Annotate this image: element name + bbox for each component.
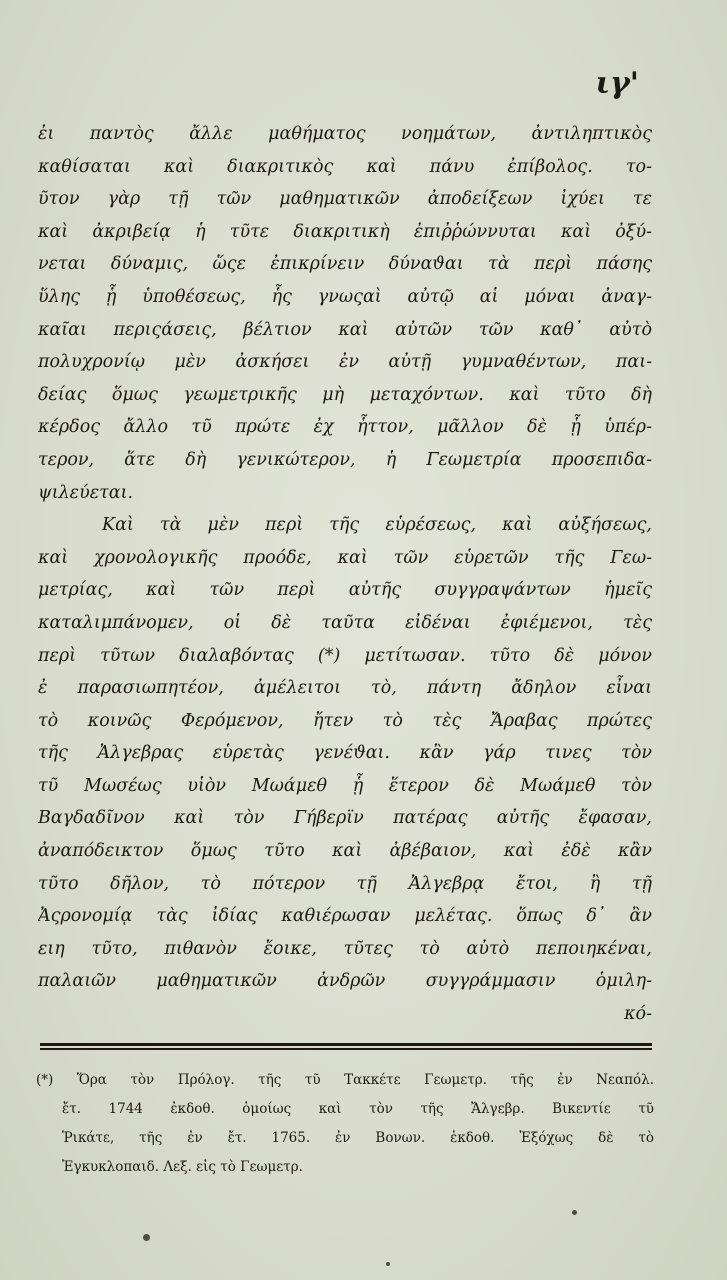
text-line: ειη τῦτο, πιθανὸν ἔοικε, τῦτες τὸ αὐτὸ πεποιηκέναι, — [38, 938, 652, 959]
catchword: κό- — [624, 1004, 652, 1025]
ink-speck — [572, 1210, 577, 1215]
text-line: δείας ὅμως γεωμετρικῆς μὴ μεταχόντων. καὶ τῦτο δὴ — [38, 384, 652, 405]
text-line: τῦτο δῆλον, τὸ πότερον τῇ Ἀλγεβρᾳ ἔτοι, ἢ τῇ — [38, 873, 652, 894]
paragraph-start-line: Καὶ τὰ μὲν περὶ τῆς εὑρέσεως, καὶ αὐξήσεως, — [102, 515, 652, 536]
text-line: ψιλεύεται. — [38, 482, 134, 503]
text-line: παλαιῶν μαθηματικῶν ἀνδρῶν συγγράμμασιν ὁμιλη- — [38, 971, 652, 992]
ink-speck — [143, 1234, 150, 1241]
text-line: νεται δύναμις, ὥςε ἐπικρίνειν δύναϑαι τὰ περὶ πάσης — [38, 254, 652, 275]
text-line: περὶ τῦτων διαλαβόντας (*) μετίτωσαν. τῦτο δὲ μόνον — [38, 645, 652, 666]
text-line: καὶ χρονολογικῆς προόδε, καὶ τῶν εὑρετῶν τῆς Γεω- — [38, 547, 652, 568]
footnote-line: Ἐγκυκλοπαιδ. Λεξ. εἰς τὸ Γεωμετρ. — [62, 1159, 303, 1175]
text-line: πολυχρονίῳ μὲν ἀσκήσει ἐν αὐτῇ γυμναθέντων, παι- — [38, 352, 652, 373]
footnote-line: (*) Ὅρα τὸν Πρόλογ. τῆς τῦ Τακκέτε Γεωμετρ. τῆς ἐν Νεαπόλ. — [36, 1072, 654, 1088]
text-line: τερον, ἅτε δὴ γενικώτερον, ἡ Γεωμετρία προσεπιδα- — [38, 449, 652, 470]
footnote-line: Ῥικάτε, τῆς ἐν ἔτ. 1765. ἐν Βονων. ἐκδοθ. Ἐξόχως δὲ τὸ — [62, 1130, 654, 1146]
text-line: μετρίας, καὶ τῶν περὶ αὐτῆς συγγραψάντων ἡμεῖς — [38, 580, 652, 601]
footnote-line: ἔτ. 1744 ἐκδοθ. ὁμοίως καὶ τὸν τῆς Ἄλγεβρ. Βικεντίε τῦ — [62, 1101, 654, 1117]
text-line: Ἀςρονομίᾳ τὰς ἰδίας καθιέρωσαν μελέτας. ὅπως δ᾽ ἂν — [38, 906, 652, 927]
text-line: κέρδος ἄλλο τῦ πρώτε ἐχ ἧττον, μᾶλλον δὲ ᾗ ὑπέρ- — [38, 417, 652, 438]
text-line: τῆς Ἀλγεβρας εὑρετὰς γενέϑαι. κἂν γάρ τινες τὸν — [38, 743, 652, 764]
text-line: Βαγδαδῖνον καὶ τὸν Γήβερϊν πατέρας αὐτῆς ἔφασαν, — [38, 808, 652, 829]
text-line: ἐ παρασιωπητέον, ἀμέλειτοι τὸ, πάντη ἄδηλον εἶναι — [38, 678, 652, 699]
text-line: τὸ κοινῶς Φερόμενον, ἤτεν τὸ τὲς Ἄραβας πρώτες — [38, 710, 652, 731]
text-line: τῦ Μωσέως υἱὸν Μωάμεθ ᾗ ἕτερον δὲ Μωάμεθ τὸν — [38, 775, 652, 796]
text-line: καῖαι περιςάσεις, βέλτιον καὶ αὐτῶν τῶν καθ᾽ αὐτὸ — [38, 319, 652, 340]
footnote — [36, 1066, 654, 1182]
text-line: καὶ ἀκριβείᾳ ἡ τῦτε διακριτικὴ ἐπιῤῥώννυται καὶ ὀξύ- — [38, 221, 652, 242]
text-line: ὕλης ᾗ ὑποθέσεως, ἧς γνωςαὶ αὐτῷ αἱ μόναι ἀναγ- — [38, 286, 652, 307]
footnote-rule — [40, 1043, 652, 1046]
text-line: ἐι παντὸς ἄλλε μαθήματος νοημάτων, ἀντιληπτικὸς — [38, 124, 652, 144]
text-line: ἀναπόδεικτον ὅμως τῦτο καὶ ἀβέβαιον, καὶ ἐδὲ κἂν — [38, 841, 652, 862]
text-line: ῦτον γὰρ τῇ τῶν μαθηματικῶν ἀποδείξεων ἰχύει τε — [38, 189, 652, 210]
page-number: ιγ' — [595, 66, 639, 101]
text-line: καταλιμπάνομεν, οἱ δὲ ταῦτα εἰδέναι ἐφιέμενοι, τὲς — [38, 612, 652, 633]
text-line: καθίσαται καὶ διακριτικὸς καὶ πάνυ ἐπίβολος. το- — [38, 156, 652, 177]
ink-speck — [386, 1262, 390, 1266]
body-text — [38, 118, 652, 1031]
